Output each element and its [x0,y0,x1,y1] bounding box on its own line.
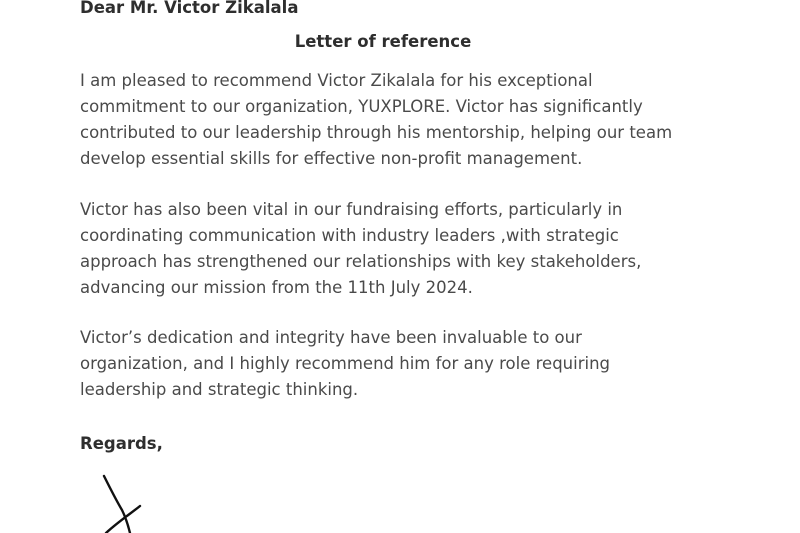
paragraph-line: I am pleased to recommend Victor Zikalala for his exceptional [80,71,593,90]
paragraph-line: advancing our mission from the 11th July 2024. [80,278,473,297]
paragraph-line: organization, and I highly recommend him for any role requiring [80,354,611,373]
salutation: Dear Mr. Victor Zikalala [80,0,299,17]
paragraph-line: commitment to our organization, YUXPLORE. Victor has significantly [80,97,643,116]
paragraph-line: coordinating communication with industry leaders ,with strategic [80,226,619,245]
paragraph-line: contributed to our leadership through his mentorship, helping our team [80,123,673,142]
paragraph-line: develop essential skills for effective non-profit management. [80,149,583,168]
paragraph-fundraising [80,197,720,301]
paragraph-line: approach has strengthened our relationships with key stakeholders, [80,252,642,271]
paragraph-line: leadership and strategic thinking. [80,380,359,399]
paragraph-recommendation [80,68,720,172]
handwritten-signature-icon [90,470,160,533]
paragraph-dedication [80,325,720,403]
closing-regards: Regards, [80,434,163,453]
paragraph-line: Victor’s dedication and integrity have been invaluable to our [80,328,582,347]
paragraph-line: Victor has also been vital in our fundraising efforts, particularly in [80,200,623,219]
letter-title: Letter of reference [294,32,472,51]
